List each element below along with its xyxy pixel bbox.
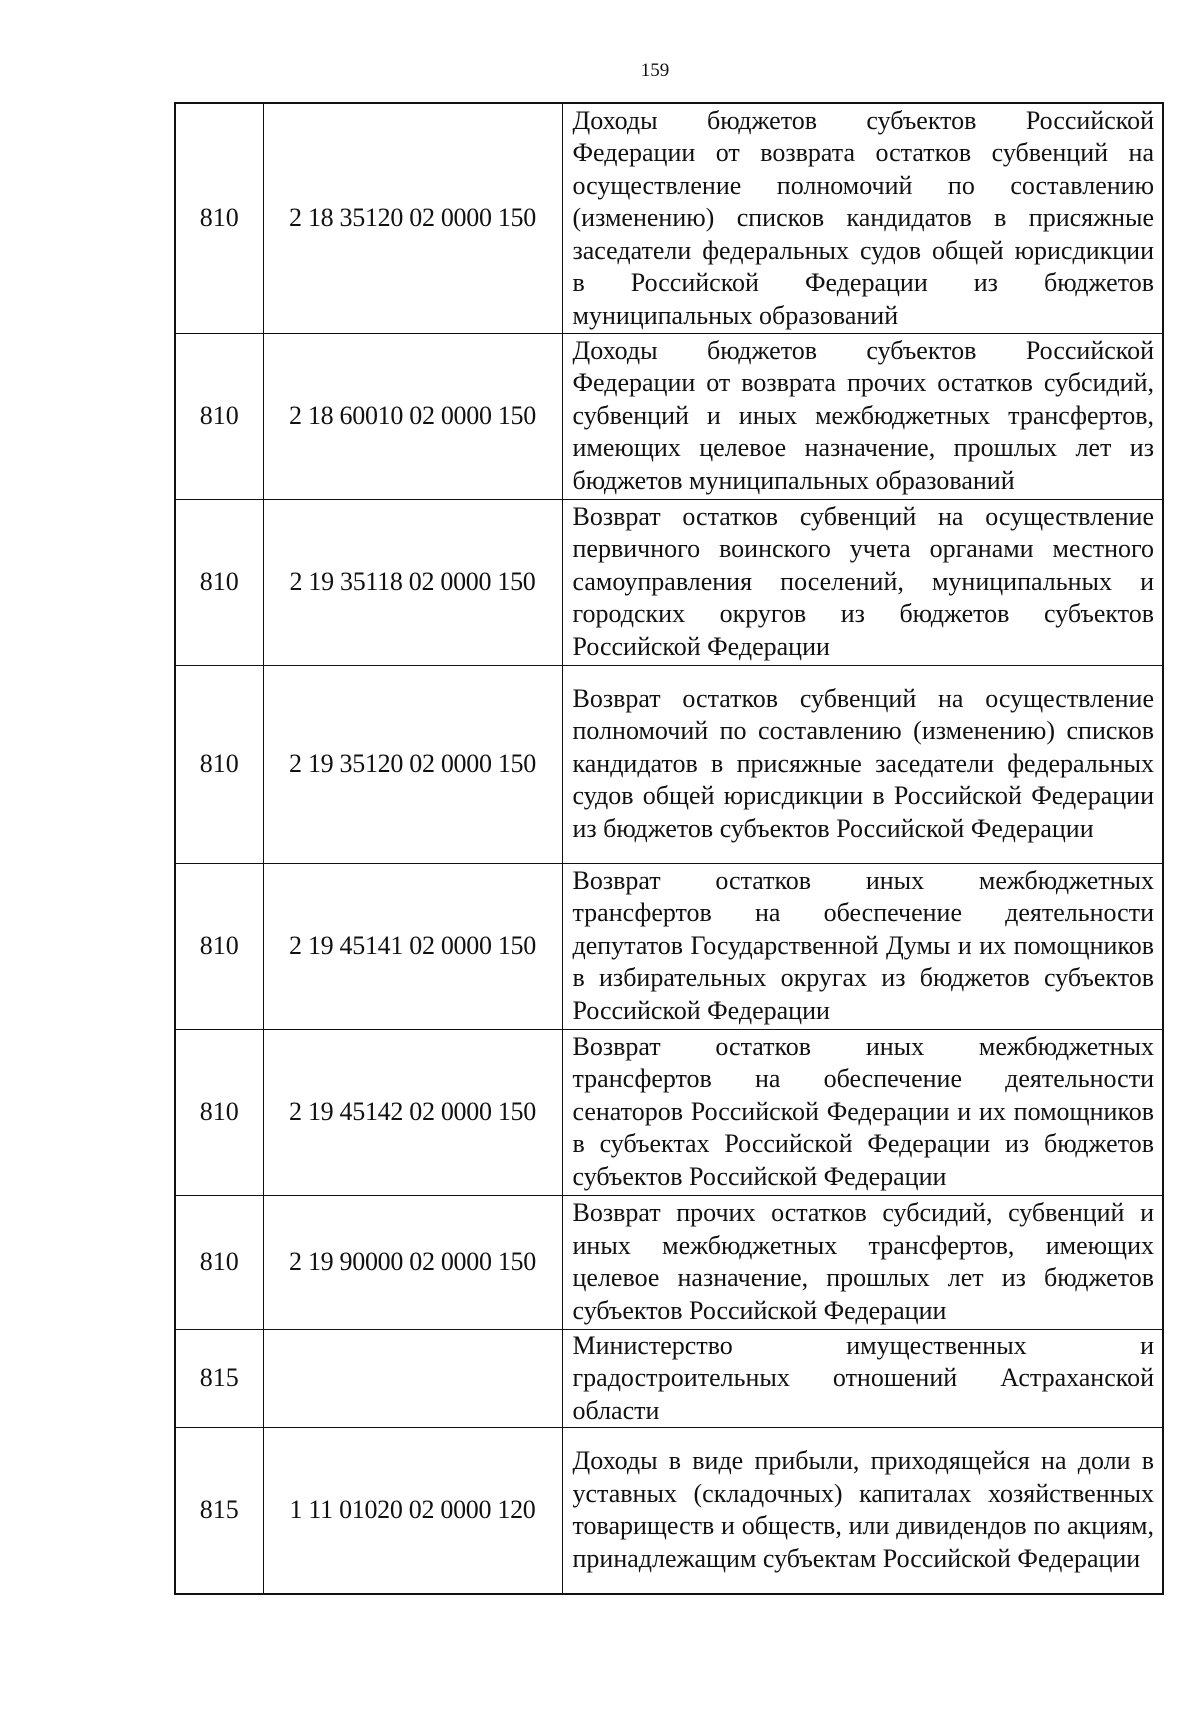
kbk-code-cell: 1 11 01020 02 0000 120 (263, 1428, 562, 1594)
admin-code-cell: 815 (175, 1428, 263, 1594)
table-row (175, 1329, 1163, 1428)
table-row (175, 1029, 1163, 1195)
admin-code-cell: 810 (175, 1195, 263, 1329)
description-text: Доходы бюджетов субъектов Российской Федерации от возврата прочих остатков субсидий, субвенций и иных межбюджетных трансфертов, имеющих целевое назначение, прошлых лет из бюджетов муниципальных образований (572, 335, 1154, 495)
admin-code-cell: 810 (175, 499, 263, 665)
kbk-code-cell: 2 18 60010 02 0000 150 (263, 333, 562, 499)
admin-code-cell: 815 (175, 1329, 263, 1428)
description-text: Возврат прочих остатков субсидий, субвенций и иных межбюджетных трансфертов, имеющих целевое назначение, прошлых лет из бюджетов субъектов Российской Федерации (572, 1198, 1154, 1325)
budget-revenue-table (174, 102, 1164, 1595)
admin-code-cell: 810 (175, 863, 263, 1029)
description-text: Возврат остатков иных межбюджетных трансфертов на обеспечение деятельности сенаторов Российской Федерации и их помощников в субъектах Российской Федерации из бюджетов субъектов Российской Федерации (572, 1031, 1154, 1191)
table-row (175, 333, 1163, 499)
description-cell (562, 333, 1163, 499)
table-row (175, 103, 1163, 333)
description-text: Министерство имущественных и градостроительных отношений Астраханской области (572, 1330, 1154, 1425)
kbk-code-cell (263, 1329, 562, 1428)
description-cell (562, 863, 1163, 1029)
admin-code-cell: 810 (175, 1029, 263, 1195)
admin-code-cell: 810 (175, 665, 263, 863)
description-cell (562, 1029, 1163, 1195)
admin-code-cell: 810 (175, 103, 263, 333)
description-cell (562, 1329, 1163, 1428)
kbk-code-cell: 2 19 90000 02 0000 150 (263, 1195, 562, 1329)
description-cell (562, 665, 1163, 863)
description-text: Возврат остатков субвенций на осуществление полномочий по составлению (изменению) списков кандидатов в присяжные заседатели федеральных судов общей юрисдикции в Российской Федерации из бюджетов субъектов Российской Федерации (572, 683, 1154, 843)
page-number: 159 (640, 60, 670, 81)
description-text: Доходы бюджетов субъектов Российской Федерации от возврата остатков субвенций на осуществление полномочий по составлению (изменению) списков кандидатов в присяжные заседатели федеральных судов общей юрисдикции в Российской Федерации из бюджетов муниципальных образований (572, 105, 1154, 330)
description-cell (562, 103, 1163, 333)
table-row (175, 665, 1163, 863)
kbk-code-cell: 2 19 35118 02 0000 150 (263, 499, 562, 665)
table-row (175, 499, 1163, 665)
kbk-code-cell: 2 18 35120 02 0000 150 (263, 103, 562, 333)
kbk-code-cell: 2 19 45142 02 0000 150 (263, 1029, 562, 1195)
table-row (175, 863, 1163, 1029)
description-cell (562, 1195, 1163, 1329)
description-text: Возврат остатков иных межбюджетных трансфертов на обеспечение деятельности депутатов Государственной Думы и их помощников в избирательных округах из бюджетов субъектов Российской Федерации (572, 865, 1154, 1025)
description-text: Возврат остатков субвенций на осуществление первичного воинского учета органами местного самоуправления поселений, муниципальных и городских округов из бюджетов субъектов Российской Федерации (572, 501, 1154, 661)
admin-code-cell: 810 (175, 333, 263, 499)
kbk-code-cell: 2 19 35120 02 0000 150 (263, 665, 562, 863)
table-row (175, 1428, 1163, 1594)
table-row (175, 1195, 1163, 1329)
description-text: Доходы в виде прибыли, приходящейся на доли в уставных (складочных) капиталах хозяйственных товариществ и обществ, или дивидендов по акциям, принадлежащим субъектам Российской Федерации (572, 1446, 1154, 1573)
kbk-code-cell: 2 19 45141 02 0000 150 (263, 863, 562, 1029)
description-cell (562, 1428, 1163, 1594)
description-cell (562, 499, 1163, 665)
